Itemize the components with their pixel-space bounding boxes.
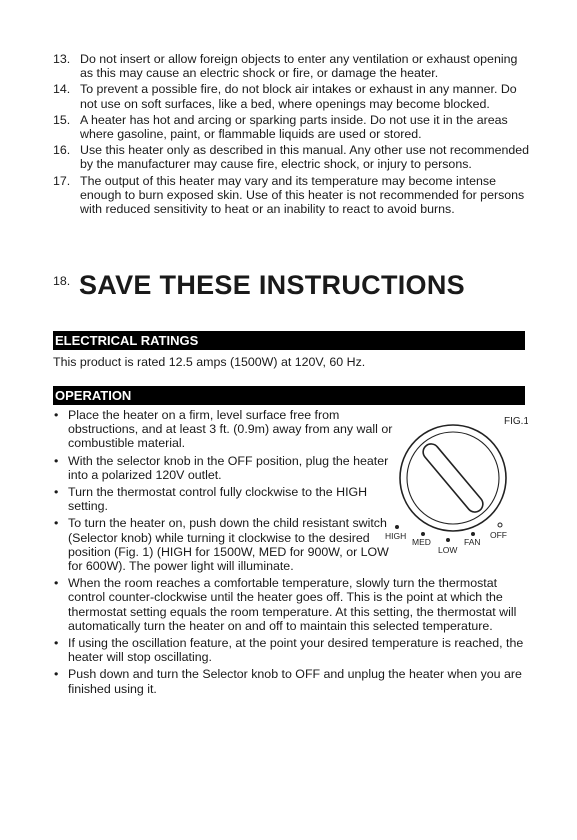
low-position-dot [446,538,450,542]
electrical-ratings-text: This product is rated 12.5 amps (1500W) at 120V, 60 Hz. [53,355,366,369]
list-item [53,454,398,482]
high-position-dot [395,525,399,529]
list-item [50,52,530,80]
save-instructions-title: SAVE THESE INSTRUCTIONS [79,270,465,300]
item-text: Do not insert or allow foreign objects to enter any ventilation or exhaust opening as this may cause an electric shock or fire, or damage the heater. [80,52,518,81]
list-item [53,636,528,664]
electrical-ratings-heading: ELECTRICAL RATINGS [53,331,525,350]
bullet: • [54,667,59,682]
figure-label: FIG.1 [504,416,528,427]
list-item [50,82,530,110]
list-item [50,113,530,141]
bullet: • [54,485,59,500]
item-text: Place the heater on a firm, level surface free from obstructions, and at least 3 ft. (0.9m) away from any wall or combustible material. [68,408,393,451]
list-item [50,174,530,217]
item-number: 17. [53,173,71,188]
item-number: 13. [53,52,71,66]
item-number: 15. [53,112,71,127]
item-text: When the room reaches a comfortable temperature, slowly turn the thermostat control counter-clockwise until the heater goes off. This is the point at which the thermostat setting equals the room temperature. At this setting, the thermostat will automatically turn the heater on and off to maintain this selected temperature. [68,576,517,633]
off-position-dot [498,523,502,527]
knob-outer-ring [400,425,506,531]
item-number: 18. [53,274,71,288]
low-label: LOW [438,545,458,555]
item-text: Push down and turn the Selector knob to OFF and unplug the heater when you are finished using it. [68,667,522,696]
item-text: A heater has hot and arcing or sparking parts inside. Do not use it in the areas where gasoline, paint, or flammable liquids are used or stored. [80,112,508,142]
save-instructions [53,270,533,304]
list-item [53,516,398,573]
item-text: Use this heater only as described in this manual. Any other use not recommended by the manufacturer may cause fire, electric shock, or injury to persons. [80,143,530,172]
fan-position-dot [471,532,475,536]
fan-label: FAN [464,537,481,547]
knob-inner-ring [407,432,499,524]
med-position-dot [421,532,425,536]
selector-knob-figure [378,408,528,558]
selector-knob-diagram [378,408,528,558]
item-text: To turn the heater on, push down the child resistant switch (Selector knob) while turning it clockwise to the desired position (Fig. 1) (HIGH for 1500W, MED for 900W, or LOW for 600W). The power light will illuminate. [68,516,389,574]
item-text: To prevent a possible fire, do not block air intakes or exhaust in any manner. Do not use on soft surfaces, like a bed, where openings may become blocked. [80,82,517,111]
list-item [53,485,398,513]
bullet: • [54,516,59,531]
item-text: The output of this heater may vary and its temperature may become intense enough to burn exposed skin. Use of this heater is not recommended for persons with reduced sensitivity to heat or an inability to react to avoid burns. [80,173,525,217]
list-item [53,408,398,451]
off-label: OFF [490,530,507,540]
high-label: HIGH [385,531,407,541]
list-item [50,143,530,171]
bullet: • [54,408,59,422]
bullet: • [54,453,59,468]
item-text: With the selector knob in the OFF position, plug the heater into a polarized 120V outlet. [68,453,389,482]
item-number: 14. [53,82,71,97]
list-item [53,667,528,695]
safety-list [50,52,530,218]
bullet: • [54,576,59,591]
knob-grip-icon [420,441,486,516]
bullet: • [54,636,59,651]
list-item [53,576,528,633]
item-number: 16. [53,143,71,158]
operation-heading: OPERATION [53,386,525,405]
item-text: If using the oscillation feature, at the point your desired temperature is reached, the heater will stop oscillating. [68,636,524,665]
med-label: MED [412,537,431,547]
item-text: Turn the thermostat control fully clockwise to the HIGH setting. [68,485,368,514]
